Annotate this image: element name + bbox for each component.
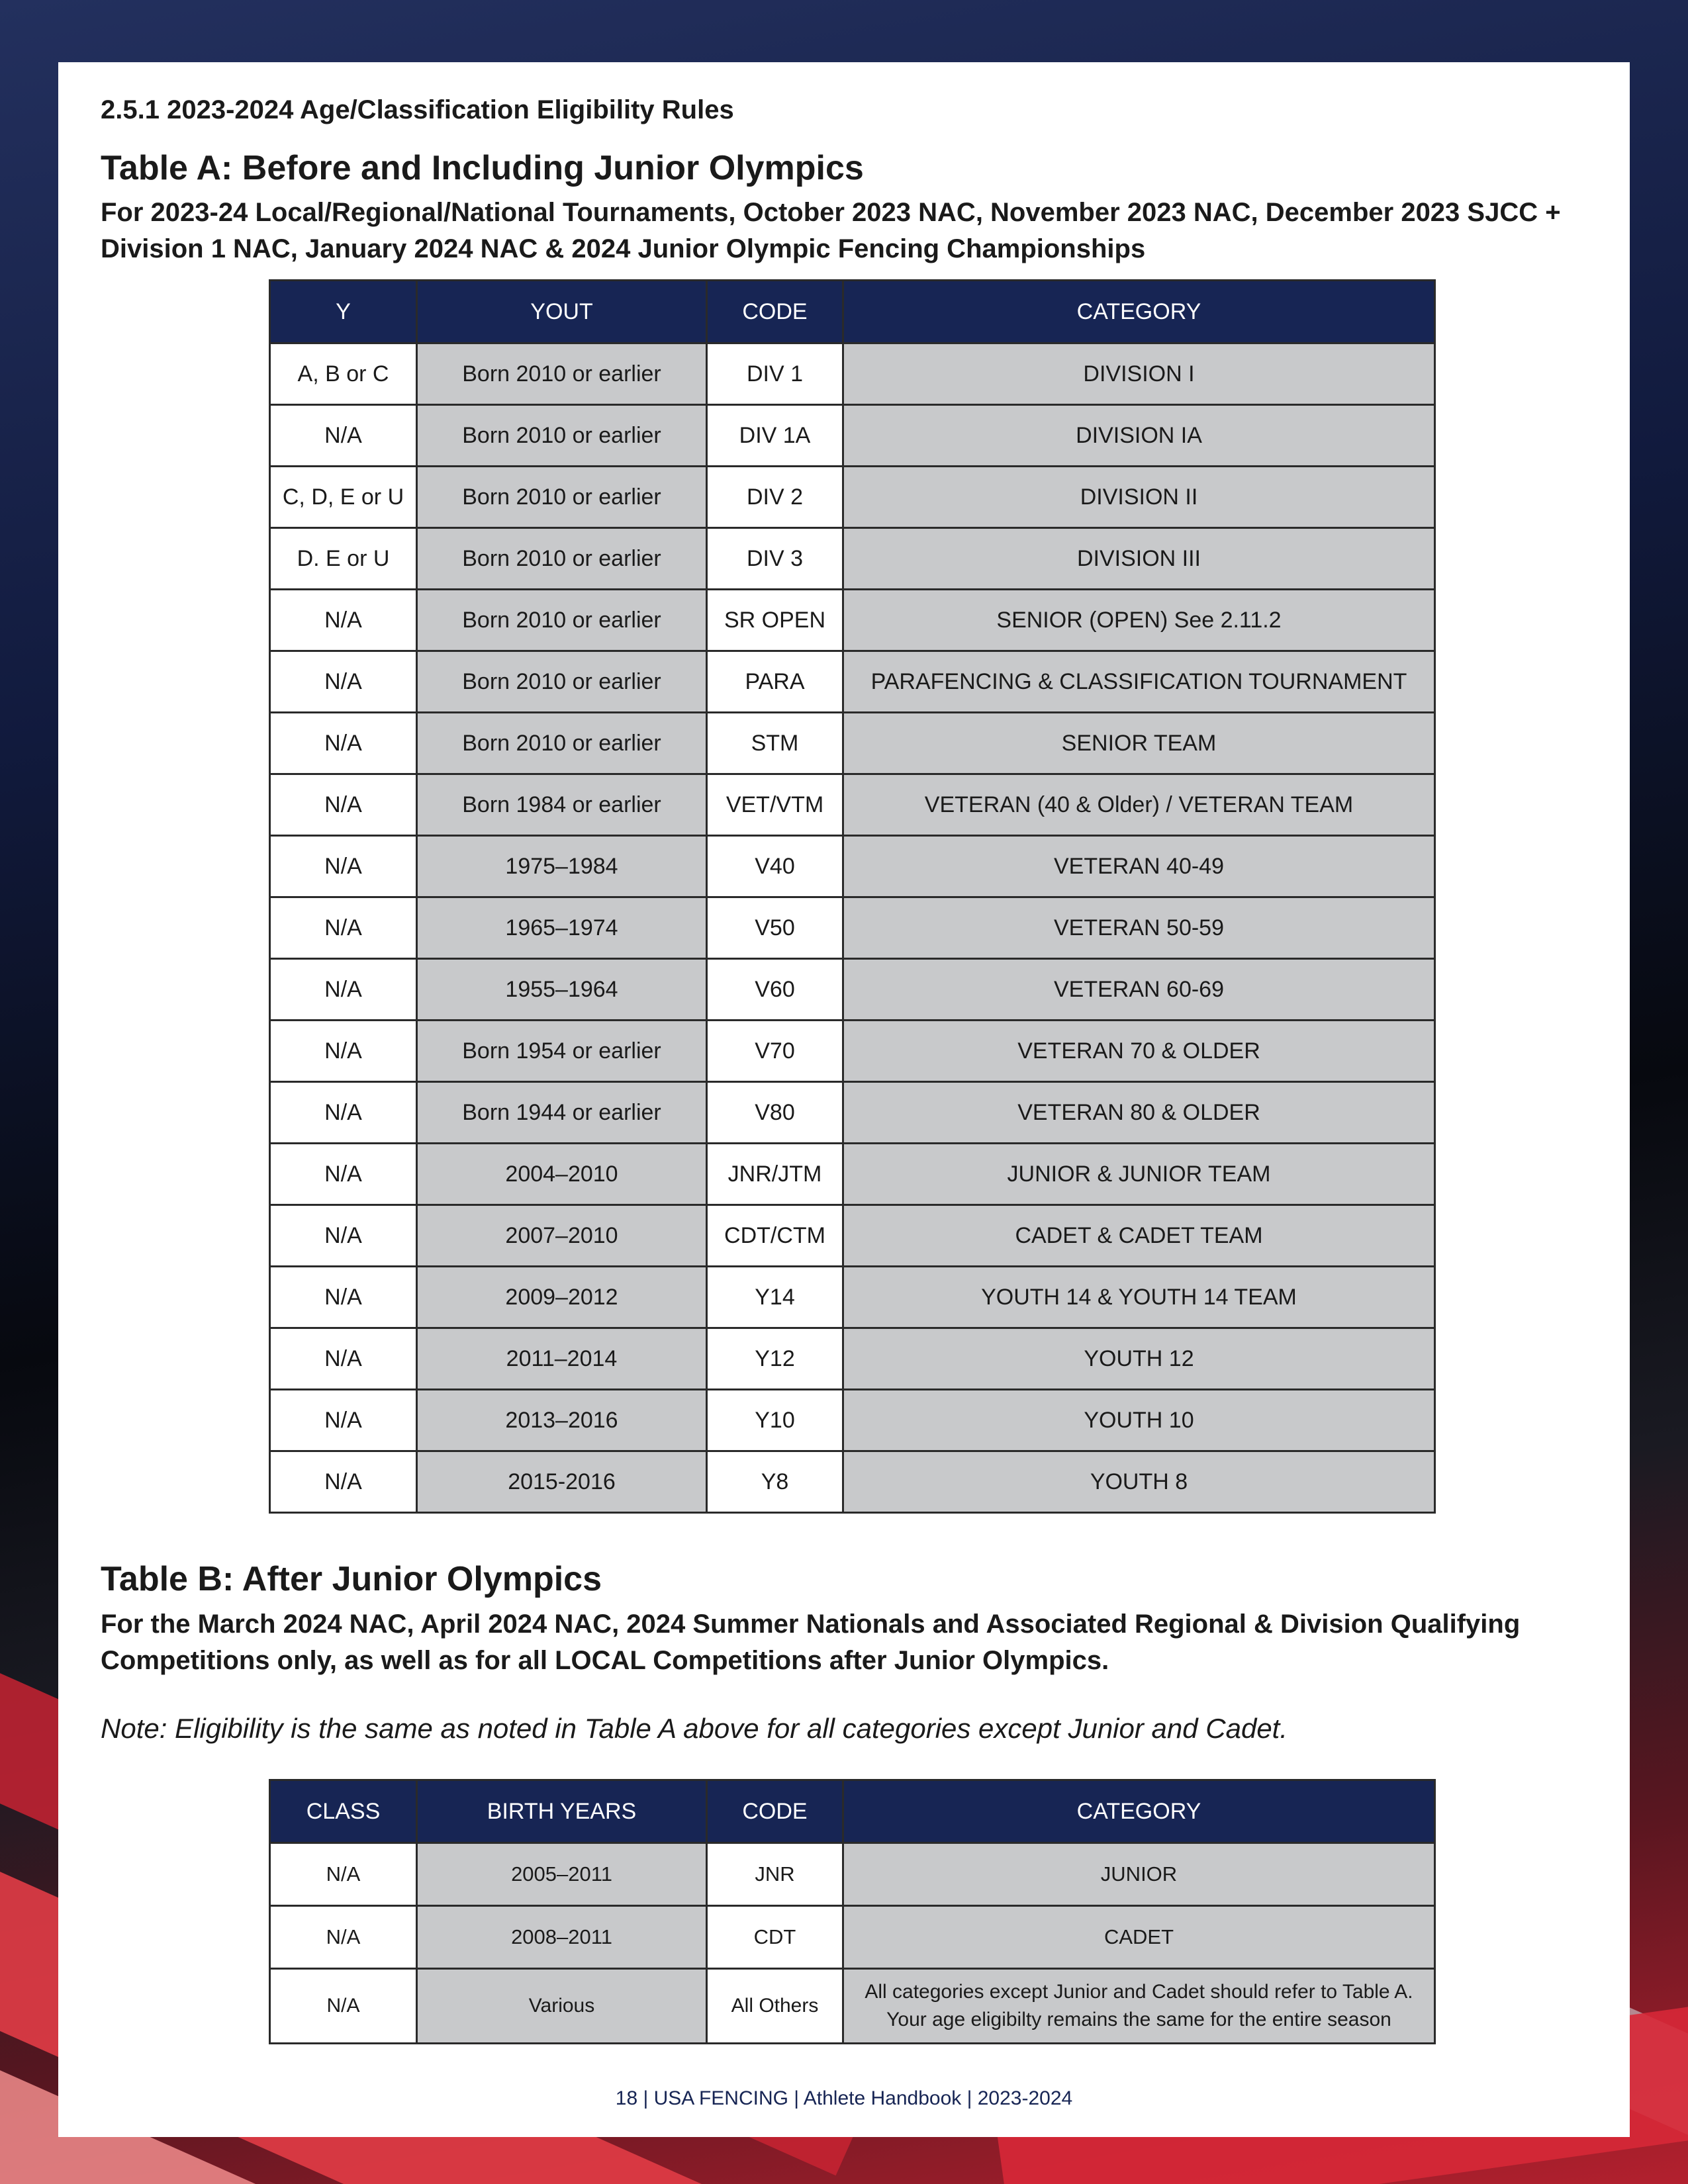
table-row [270,1969,1435,2044]
table-cell: SENIOR TEAM [843,713,1435,774]
table-cell: A, B or C [270,343,417,405]
table-cell: All Others [707,1969,843,2044]
table-cell: Y8 [707,1451,843,1513]
table-cell: V50 [707,897,843,959]
table-b-title: Table B: After Junior Olympics [101,1560,602,1598]
table-cell: SENIOR (OPEN) See 2.11.2 [843,590,1435,651]
table-cell: JNR [707,1843,843,1906]
table-row [270,713,1435,774]
table-cell: Y10 [707,1390,843,1451]
table-cell: 2007–2010 [417,1205,707,1267]
table-cell: N/A [270,1451,417,1513]
table-row [270,836,1435,897]
document-page [58,62,1630,2137]
table-cell: CADET & CADET TEAM [843,1205,1435,1267]
column-header: CATEGORY [843,1780,1435,1843]
table-row [270,1906,1435,1969]
table-cell: N/A [270,774,417,836]
table-cell: N/A [270,405,417,467]
column-header: CODE [707,1780,843,1843]
table-cell: 2015-2016 [417,1451,707,1513]
table-cell: 2009–2012 [417,1267,707,1328]
table-row [270,1390,1435,1451]
table-cell: Born 2010 or earlier [417,343,707,405]
table-row [270,590,1435,651]
table-cell: DIVISION III [843,528,1435,590]
table-cell: Born 1984 or earlier [417,774,707,836]
table-cell: N/A [270,713,417,774]
table-cell: DIV 1 [707,343,843,405]
section-heading: 2.5.1 2023-2024 Age/Classification Eligibility Rules [101,95,734,124]
table-cell: Various [417,1969,707,2044]
column-header: CLASS [270,1780,417,1843]
table-b-note: Note: Eligibility is the same as noted in Table A above for all categories except Junior and Cadet. [101,1713,1288,1744]
table-cell: V40 [707,836,843,897]
table-cell: N/A [270,1390,417,1451]
table-cell: Y14 [707,1267,843,1328]
table-cell: N/A [270,1906,417,1969]
table-cell: VET/VTM [707,774,843,836]
table-cell: DIVISION I [843,343,1435,405]
table-row [270,1144,1435,1205]
table-cell: CDT [707,1906,843,1969]
table-cell: N/A [270,1082,417,1144]
table-cell: 1955–1964 [417,959,707,1021]
column-header: Y [270,281,417,343]
table-cell: N/A [270,959,417,1021]
table-cell: 1965–1974 [417,897,707,959]
table-row [270,1451,1435,1513]
table-cell: N/A [270,1205,417,1267]
table-cell: D. E or U [270,528,417,590]
table-cell: 1975–1984 [417,836,707,897]
table-cell: Born 2010 or earlier [417,467,707,528]
table-row [270,1328,1435,1390]
table-cell: DIVISION IA [843,405,1435,467]
table-cell: YOUTH 12 [843,1328,1435,1390]
table-row [270,897,1435,959]
table-cell: V70 [707,1021,843,1082]
table-cell: N/A [270,897,417,959]
table-row [270,1021,1435,1082]
table-cell: N/A [270,1843,417,1906]
table-cell: N/A [270,1267,417,1328]
table-cell: Born 2010 or earlier [417,713,707,774]
table-row [270,1205,1435,1267]
table-cell: DIV 3 [707,528,843,590]
table-a-subtitle: For 2023-24 Local/Regional/National Tournaments, October 2023 NAC, November 2023 NAC, December 2023 SJCC + Division 1 NAC, January 2024 NAC & 2024 Junior Olympic Fencing Championships [101,198,1561,263]
category-note-line: Your age eligibilty remains the same for the entire season [886,2009,1391,2030]
table-cell: DIVISION II [843,467,1435,528]
table-cell: Born 2010 or earlier [417,405,707,467]
table-row [270,343,1435,405]
table-a-title: Table A: Before and Including Junior Olympics [101,149,864,187]
table-cell: 2008–2011 [417,1906,707,1969]
table-cell: V60 [707,959,843,1021]
table-cell: PARAFENCING & CLASSIFICATION TOURNAMENT [843,651,1435,713]
page-footer: 18 | USA FENCING | Athlete Handbook | 2023-2024 [615,2087,1073,2109]
table-cell: VETERAN 60-69 [843,959,1435,1021]
column-header: CODE [707,281,843,343]
table-row [270,1843,1435,1906]
table-header-row [270,281,1435,343]
table-cell: VETERAN 50-59 [843,897,1435,959]
table-cell: N/A [270,1021,417,1082]
table-cell: VETERAN 40-49 [843,836,1435,897]
table-cell: PARA [707,651,843,713]
table-row [270,467,1435,528]
table-row [270,528,1435,590]
table-row [270,651,1435,713]
table-cell: STM [707,713,843,774]
table-row [270,1267,1435,1328]
table-row [270,774,1435,836]
column-header: YOUT [417,281,707,343]
table-b-body [270,1843,1435,1969]
table-a [269,279,1436,1514]
table-cell: CDT/CTM [707,1205,843,1267]
table-header-row [270,1780,1435,1843]
table-cell [843,1969,1435,2044]
table-cell: N/A [270,1144,417,1205]
table-cell: CADET [843,1906,1435,1969]
table-cell: YOUTH 10 [843,1390,1435,1451]
table-cell: N/A [270,590,417,651]
table-row [270,405,1435,467]
table-cell: VETERAN (40 & Older) / VETERAN TEAM [843,774,1435,836]
table-cell: 2013–2016 [417,1390,707,1451]
table-cell: SR OPEN [707,590,843,651]
table-cell: V80 [707,1082,843,1144]
table-cell: DIV 1A [707,405,843,467]
table-cell: N/A [270,1328,417,1390]
table-cell: Born 1944 or earlier [417,1082,707,1144]
table-cell: JNR/JTM [707,1144,843,1205]
table-cell: Born 2010 or earlier [417,528,707,590]
table-cell: Born 1954 or earlier [417,1021,707,1082]
table-cell: N/A [270,651,417,713]
table-cell: Born 2010 or earlier [417,590,707,651]
table-cell: VETERAN 80 & OLDER [843,1082,1435,1144]
table-b-subtitle: For the March 2024 NAC, April 2024 NAC, 2024 Summer Nationals and Associated Regional & Division Qualifying Competitions only, as well as for all LOCAL Competitions after Junior Olympics. [101,1610,1521,1675]
column-header: BIRTH YEARS [417,1780,707,1843]
table-cell: YOUTH 8 [843,1451,1435,1513]
table-cell: 2005–2011 [417,1843,707,1906]
column-header: CATEGORY [843,281,1435,343]
table-row [270,959,1435,1021]
table-cell: JUNIOR [843,1843,1435,1906]
table-cell: Born 2010 or earlier [417,651,707,713]
table-cell: C, D, E or U [270,467,417,528]
table-cell: 2011–2014 [417,1328,707,1390]
table-row [270,1082,1435,1144]
table-cell: JUNIOR & JUNIOR TEAM [843,1144,1435,1205]
table-cell: N/A [270,836,417,897]
table-cell: DIV 2 [707,467,843,528]
table-a-body [270,343,1435,1513]
table-b [269,1779,1436,2044]
table-cell: YOUTH 14 & YOUTH 14 TEAM [843,1267,1435,1328]
table-cell: 2004–2010 [417,1144,707,1205]
table-cell: Y12 [707,1328,843,1390]
table-cell: N/A [270,1969,417,2044]
category-note-line: All categories except Junior and Cadet should refer to Table A. [865,1981,1413,2003]
table-cell: VETERAN 70 & OLDER [843,1021,1435,1082]
